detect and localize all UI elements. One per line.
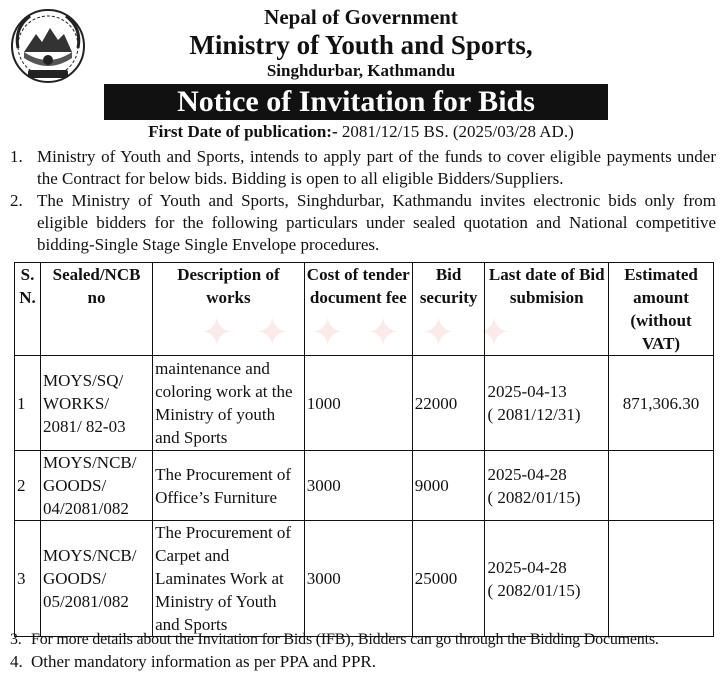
col-header-description: Description of works xyxy=(153,263,305,356)
table-row xyxy=(15,451,714,521)
cell-security: 25000 xyxy=(412,521,485,637)
cell-ncb-no: MOYS/SQ/ WORKS/ 2081/ 82-03 xyxy=(40,356,152,451)
col-header-last-date: Last date of Bid submision xyxy=(485,263,609,356)
cell-last-date xyxy=(485,356,609,451)
cell-amount: 871,306.30 xyxy=(609,356,714,451)
cell-description: maintenance and coloring work at the Ministry of youth and Sports xyxy=(153,356,305,451)
paragraph-number: 1. xyxy=(10,147,23,166)
publication-date-value: 2081/12/15 BS. (2025/03/28 AD.) xyxy=(337,122,574,141)
cell-amount xyxy=(609,521,714,637)
paragraph-1 xyxy=(10,146,716,190)
col-header-estimated-amount: Estimated amount (without VAT) xyxy=(609,263,714,356)
header-ministry: Ministry of Youth and Sports, xyxy=(189,30,533,60)
header-government: Nepal of Government xyxy=(264,5,458,29)
cell-description: The Procurement of Carpet and Laminates Work at Ministry of Youth and Sports xyxy=(153,521,305,637)
paragraph-text: For more details about the Invitation for Bids (IFB), Bidders can go through the Bidding Documents. xyxy=(31,631,659,648)
cell-ncb-no: MOYS/NCB/ GOODS/ 04/2081/082 xyxy=(40,451,152,521)
col-header-ncb-no: Sealed/NCB no xyxy=(40,263,152,356)
publication-date xyxy=(0,122,722,142)
cell-ncb-no: MOYS/NCB/ GOODS/ 05/2081/082 xyxy=(40,521,152,637)
cell-sn: 1 xyxy=(15,356,41,451)
watermark: ✦ ✦ ✦ ✦ ✦ ✦ xyxy=(200,310,515,356)
publication-date-label: First Date of publication:- xyxy=(148,122,338,141)
table-row xyxy=(15,356,714,451)
paragraph-number: 4. xyxy=(10,652,23,671)
cell-sn: 2 xyxy=(15,451,41,521)
paragraph-text: Ministry of Youth and Sports, intends to apply part of the funds to cover eligible payments under the Contract for below bids. Bidding is open to all eligible Bidders/Suppliers. xyxy=(37,147,716,188)
date-ad: 2025-04-28 xyxy=(487,557,567,577)
table-header-row xyxy=(15,263,714,356)
table-row xyxy=(15,521,714,637)
date-ad: 2025-04-28 xyxy=(487,464,567,484)
header-address: Singhdurbar, Kathmandu xyxy=(266,61,456,80)
cell-security: 9000 xyxy=(412,451,485,521)
cell-fee: 3000 xyxy=(304,451,412,521)
paragraph-text: The Ministry of Youth and Sports, Singhdurbar, Kathmandu invites electronic bids only from eligible bidders for the following particulars under sealed quotation and National competitive bidding-Single Stage Single Envelope procedures. xyxy=(37,191,716,254)
cell-fee: 1000 xyxy=(304,356,412,451)
bids-table xyxy=(14,262,714,637)
date-bs: ( 2082/01/15) xyxy=(487,487,581,507)
paragraph-2 xyxy=(10,190,716,256)
paragraph-text: Other mandatory information as per PPA and PPR. xyxy=(31,652,377,671)
paragraph-3 xyxy=(10,629,716,651)
cell-fee: 3000 xyxy=(304,521,412,637)
date-bs: ( 2082/01/15) xyxy=(487,580,581,600)
notice-title: Notice of Invitation for Bids xyxy=(104,84,608,120)
cell-last-date xyxy=(485,451,609,521)
cell-description: The Procurement of Office’s Furniture xyxy=(153,451,305,521)
date-bs: ( 2081/12/31) xyxy=(487,405,581,424)
col-header-fee: Cost of tender document fee xyxy=(304,263,412,356)
col-header-sn: S. N. xyxy=(15,263,41,356)
cell-last-date xyxy=(485,521,609,637)
date-ad: 2025-04-13 xyxy=(487,382,567,401)
cell-sn: 3 xyxy=(15,521,41,637)
cell-amount xyxy=(609,451,714,521)
cell-security: 22000 xyxy=(412,356,485,451)
paragraph-number: 3. xyxy=(10,631,22,648)
col-header-security: Bid security xyxy=(412,263,485,356)
paragraph-4 xyxy=(10,651,716,673)
paragraph-number: 2. xyxy=(10,191,23,210)
